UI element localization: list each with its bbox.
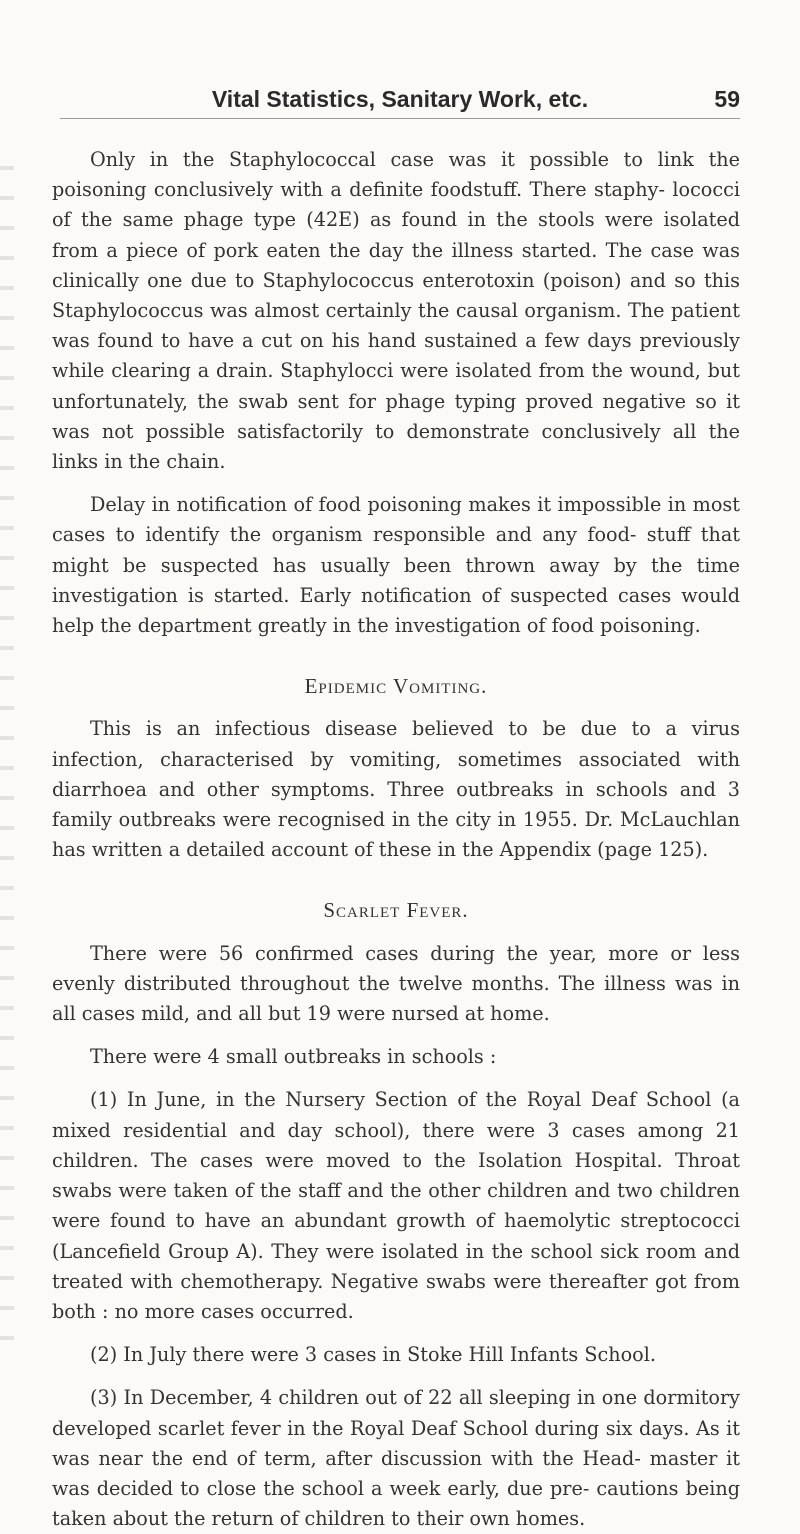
body-text xyxy=(52,145,740,1534)
list-item-outbreak-1: (1) In June, in the Nursery Section of the Royal Deaf School (a mixed residential and day school), there were 3 cases among 21 children. The cases were moved to the Isolation Hospital. Throat swabs were taken of the staff and the other children and two children were found to have an abundant growth of haemolytic streptococci (Lancefield Group A). They were isolated in the school sick room and treated with chemotherapy. Negative swabs were thereafter got from both : no more cases occurred. xyxy=(52,1088,740,1323)
paragraph-epidemic-vomiting: This is an infectious disease believed to be due to a virus infection, characterised by vomiting, sometimes associated with diarrhoea and other symptoms. Three outbreaks in schools and 3 family outbreaks were recognised in the city in 1955. Dr. McLauchlan has written a detailed account of these in the Appendix (page 125). xyxy=(52,717,740,862)
running-header xyxy=(60,82,740,118)
page-number: 59 xyxy=(714,86,740,112)
paragraph-staphylococcal-case: Only in the Staphylococcal case was it possible to link the poisoning conclusively with a definite foodstuff. There staphy- lococci of the same phage type (42E) as found in the stools were isolated from a piece of pork eaten the day the illness started. The case was clinically one due to Staphylococcus enterotoxin (poison) and so this Staphylococcus was almost certainly the causal organism. The patient was found to have a cut on his hand sustained a few days previously while clearing a drain. Staphylocci were isolated from the wound, but unfortunately, the swab sent for phage typing proved negative so it was not possible satisfactorily to demonstrate conclusively all the links in the chain. xyxy=(52,148,740,474)
list-item-outbreak-2: (2) In July there were 3 cases in Stoke Hill Infants School. xyxy=(90,1343,656,1367)
header-rule xyxy=(60,118,740,119)
header-title: Vital Statistics, Sanitary Work, etc. xyxy=(211,86,589,112)
paragraph-school-outbreaks: There were 4 small outbreaks in schools : xyxy=(90,1045,497,1069)
binding-edge-marks xyxy=(0,140,14,1340)
list-item-outbreak-3: (3) In December, 4 children out of 22 all sleeping in one dormitory developed scarlet fever in the Royal Deaf School during six days. As it was near the end of term, after discussion with the Head- master it was decided to close the school a week early, due pre- cautions being taken about the return of children to their own homes. xyxy=(52,1386,740,1531)
paragraph-notification-delay: Delay in notification of food poisoning makes it impossible in most cases to identify the organism responsible and any food- stuff that might be suspected has usually been thrown away by the time investigation is started. Early notification of suspected cases would help the department greatly in the investigation of food poisoning. xyxy=(52,493,740,638)
paragraph-scarlet-fever-cases: There were 56 confirmed cases during the year, more or less evenly distributed throughout the twelve months. The illness was in all cases mild, and all but 19 were nursed at home. xyxy=(52,941,740,1026)
heading-epidemic-vomiting: Epidemic Vomiting. xyxy=(304,674,488,699)
heading-scarlet-fever: Scarlet Fever. xyxy=(323,898,469,923)
